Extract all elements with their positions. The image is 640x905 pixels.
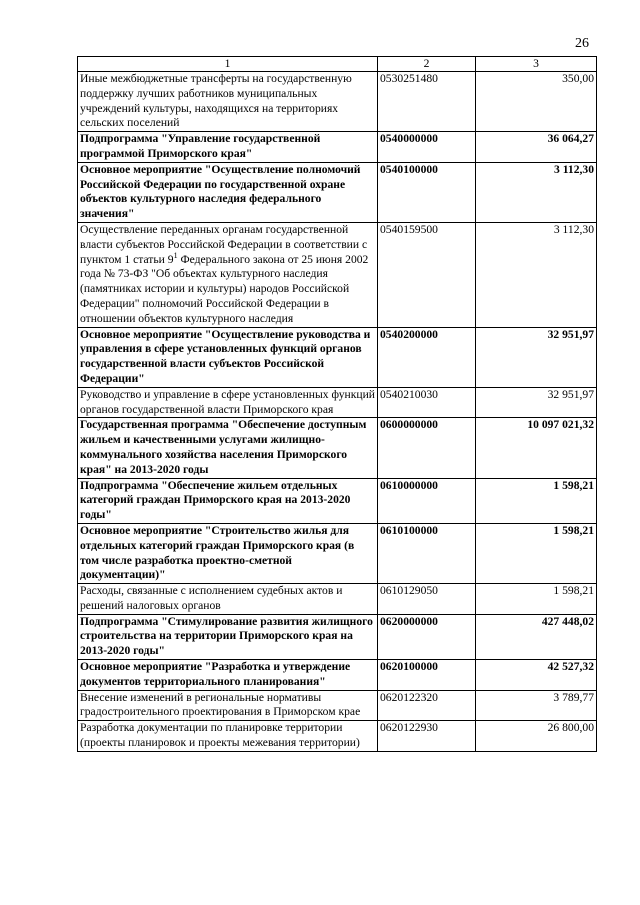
row-name-part: Федерального закона от 25 июня 2002 года № 73-ФЗ "Об объектах культурного наследия (памятниках истории и культуры) народов Российской Федерации" полномочий Российской Федерации в отношении объектов культурного наследия [80, 252, 369, 325]
budget-table [77, 56, 597, 752]
row-code: 0540159500 [378, 222, 476, 327]
row-code: 0540100000 [378, 162, 476, 222]
row-name: Подпрограмма "Стимулирование развития жилищного строительства на территории Приморского края на 2013-2020 годы" [78, 614, 378, 659]
row-code: 0620122320 [378, 690, 476, 721]
table-row [78, 660, 597, 691]
column-header-3: 3 [476, 57, 597, 72]
article-superscript: 1 [173, 250, 178, 260]
row-amount: 36 064,27 [476, 132, 597, 163]
table-row [78, 418, 597, 478]
row-amount: 427 448,02 [476, 614, 597, 659]
row-name: Разработка документации по планировке территории (проекты планировок и проекты межевания территории) [78, 721, 378, 752]
row-name: Иные межбюджетные трансферты на государственную поддержку лучших работников муниципальных учреждений культуры, находящихся на территориях сельских поселений [78, 72, 378, 132]
row-name-part: Осуществление переданных органам государственной власти субъектов Российской Федерации в соответствии с пунктом 1 статьи 9 [80, 222, 368, 266]
row-code: 0620100000 [378, 660, 476, 691]
column-header-2: 2 [378, 57, 476, 72]
row-name [78, 222, 378, 327]
table-row [78, 614, 597, 659]
row-amount: 3 789,77 [476, 690, 597, 721]
row-amount: 1 598,21 [476, 584, 597, 615]
page-number: 26 [575, 36, 589, 51]
row-name: Основное мероприятие "Осуществление руководства и управления в сфере установленных функций органов государственной власти субъектов Российской Федерации" [78, 327, 378, 387]
row-name: Внесение изменений в региональные нормативы градостроительного проектирования в Приморском крае [78, 690, 378, 721]
row-code: 0530251480 [378, 72, 476, 132]
table-row [78, 690, 597, 721]
row-name: Подпрограмма "Обеспечение жильем отдельных категорий граждан Приморского края на 2013-2020 годы" [78, 478, 378, 523]
table-row [78, 132, 597, 163]
table-row [78, 721, 597, 752]
row-code: 0600000000 [378, 418, 476, 478]
row-amount: 1 598,21 [476, 523, 597, 583]
table-row [78, 222, 597, 327]
table-row [78, 162, 597, 222]
row-name: Расходы, связанные с исполнением судебных актов и решений налоговых органов [78, 584, 378, 615]
row-name: Государственная программа "Обеспечение доступным жильем и качественными услугами жилищно-коммунального хозяйства населения Приморского края" на 2013-2020 годы [78, 418, 378, 478]
row-amount: 32 951,97 [476, 387, 597, 418]
column-header-1: 1 [78, 57, 378, 72]
row-code: 0610000000 [378, 478, 476, 523]
table-row [78, 387, 597, 418]
row-amount: 32 951,97 [476, 327, 597, 387]
row-code: 0540210030 [378, 387, 476, 418]
row-amount: 1 598,21 [476, 478, 597, 523]
row-code: 0540000000 [378, 132, 476, 163]
row-name: Основное мероприятие "Осуществление полномочий Российской Федерации по государственной охране объектов культурного наследия федерального значения" [78, 162, 378, 222]
table-row [78, 478, 597, 523]
row-amount: 42 527,32 [476, 660, 597, 691]
row-code: 0540200000 [378, 327, 476, 387]
table-header-row [78, 57, 597, 72]
row-code: 0610100000 [378, 523, 476, 583]
row-name: Подпрограмма "Управление государственной программой Приморского края" [78, 132, 378, 163]
row-name: Основное мероприятие "Строительство жилья для отдельных категорий граждан Приморского края (в том числе разработка проектно-сметной документации)" [78, 523, 378, 583]
row-code: 0620122930 [378, 721, 476, 752]
row-name: Основное мероприятие "Разработка и утверждение документов территориального планирования" [78, 660, 378, 691]
row-name: Руководство и управление в сфере установленных функций органов государственной власти Приморского края [78, 387, 378, 418]
table-row [78, 523, 597, 583]
row-amount: 350,00 [476, 72, 597, 132]
row-amount: 3 112,30 [476, 162, 597, 222]
row-code: 0620000000 [378, 614, 476, 659]
table-row [78, 584, 597, 615]
table-row [78, 327, 597, 387]
row-amount: 10 097 021,32 [476, 418, 597, 478]
row-code: 0610129050 [378, 584, 476, 615]
row-amount: 3 112,30 [476, 222, 597, 327]
row-amount: 26 800,00 [476, 721, 597, 752]
table-row [78, 72, 597, 132]
